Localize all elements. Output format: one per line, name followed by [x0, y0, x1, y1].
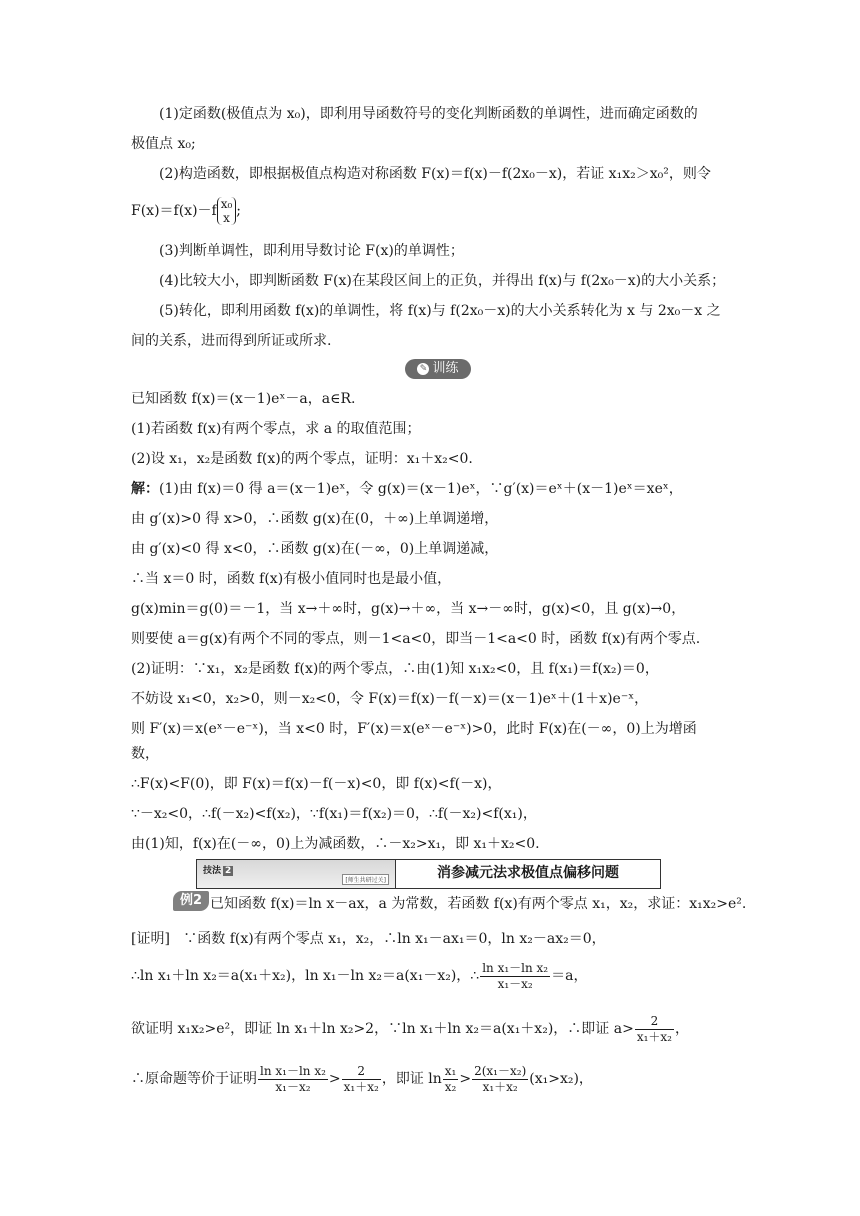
fraction-denominator: x₁＋x₂ — [482, 1079, 518, 1094]
greater-than-sign-2: > — [459, 1071, 472, 1087]
solution-line-3: 由 g′(x)<0 得 x<0，∴函数 g(x)在(－∞，0)上单调递减， — [131, 541, 499, 557]
solution-line-7: (2)证明：∵x₁，x₂是函数 f(x)的两个零点，∴由(1)知 x₁x₂<0，且 f(x₁)＝f(x₂)＝0， — [131, 661, 659, 677]
fraction-two-over-sum — [635, 1014, 674, 1045]
fraction-x1-over-x2 — [443, 1064, 459, 1095]
problem-statement: 已知函数 f(x)＝(x－1)eˣ－a，a∈R. — [131, 391, 356, 407]
solution-line-5: g(x)min＝g(0)＝－1，当 x→＋∞时，g(x)→＋∞，当 x→－∞时，g(x)<0，且 g(x)→0， — [131, 601, 686, 617]
proof-line-1 — [131, 929, 731, 949]
pen-icon: ✎ — [417, 363, 429, 375]
fraction-numerator: 2(x₁－x₂) — [474, 1063, 527, 1078]
proof-text-4: ∴原命题等价于证明 — [131, 1071, 257, 1087]
solution-line-2: 由 g′(x)>0 得 x>0，∴函数 g(x)在(0，＋∞)上单调递增， — [131, 511, 499, 527]
technique-title: 消参减元法求极值点偏移问题 — [437, 865, 619, 881]
step-2-paren-bottom: x — [223, 211, 230, 225]
solution-line-12: ∵－x₂<0，∴f(－x₂)<f(x₂)，∵f(x₁)＝f(x₂)＝0，∴f(－x₂)<f(x₁)， — [131, 806, 537, 822]
example-badge: 例2 — [173, 891, 209, 911]
step-1-line-2: 极值点 x₀; — [131, 136, 196, 152]
fraction-log-diff-2 — [258, 1064, 328, 1095]
step-1-line-1: (1)定函数(极值点为 x₀)，即利用导函数符号的变化判断函数的单调性，进而确定函数的 — [159, 106, 698, 122]
solution-line-9: 则 F′(x)＝x(eˣ－e⁻ˣ)，当 x<0 时，F′(x)＝x(eˣ－e⁻ˣ)>0，此时 F(x)在(－∞，0)上为增函 — [131, 721, 697, 737]
solution-line-11: ∴F(x)<F(0)，即 F(x)＝f(x)－f(－x)<0，即 f(x)<f(－x)， — [131, 776, 502, 792]
proof-text-4-mid: ，即证 ln — [381, 1071, 442, 1087]
solution-text-1: (1)由 f(x)＝0 得 a＝(x－1)eˣ，令 g(x)＝(x－1)eˣ，∵g′(x)＝eˣ＋(x－1)eˣ＝xeˣ， — [159, 481, 683, 497]
fraction-denominator: x₁－x₂ — [497, 976, 533, 991]
fraction-two-over-sum-2 — [342, 1064, 381, 1095]
solution-line-1 — [131, 479, 731, 499]
fraction-numerator: 2 — [342, 1064, 381, 1080]
fraction-denominator: x₁＋x₂ — [636, 1029, 672, 1044]
fraction-ratio — [472, 1064, 528, 1095]
solution-line-6: 则要使 a＝g(x)有两个不同的零点，则－1<a<0，即当－1<a<0 时，函数 f(x)有两个零点. — [131, 631, 701, 647]
solution-line-4: ∴当 x＝0 时，函数 f(x)有极小值同时也是最小值， — [131, 571, 452, 587]
step-2-line-2 — [131, 197, 731, 225]
training-label: 训练 — [432, 361, 459, 376]
fraction-log-diff — [480, 961, 550, 992]
fraction-numerator: ln x₁－ln x₂ — [260, 1063, 326, 1078]
step-5-line-2: 间的关系，进而得到所证或所求. — [131, 333, 332, 349]
fraction-numerator: 2 — [635, 1014, 674, 1030]
proof-line-4 — [131, 1061, 731, 1097]
step-2-paren-expression — [217, 197, 237, 225]
proof-line-3 — [131, 1011, 731, 1047]
fraction-denominator: x₁＋x₂ — [343, 1079, 379, 1094]
step-3: (3)判断单调性，即利用导数讨论 F(x)的单调性； — [159, 243, 464, 259]
proof-text-3-end: ， — [674, 1021, 689, 1037]
step-4: (4)比较大小，即判断函数 F(x)在某段区间上的正负，并得出 f(x)与 f(2x₀－x)的大小关系； — [159, 273, 726, 289]
solution-line-8: 不妨设 x₁<0，x₂>0，则－x₂<0，令 F(x)＝f(x)－f(－x)＝(x－1)eˣ＋(1＋x)e⁻ˣ， — [131, 691, 649, 707]
fraction-denominator: x₁－x₂ — [275, 1079, 311, 1094]
technique-tag-panel — [197, 860, 396, 888]
greater-than-sign: > — [328, 1071, 341, 1087]
fraction-numerator: ln x₁－ln x₂ — [482, 960, 549, 975]
fraction-numerator: x₁ — [444, 1063, 457, 1078]
solution-line-10: 数， — [131, 746, 159, 762]
proof-text-1: ∵函数 f(x)有两个零点 x₁，x₂，∴ln x₁－ax₁＝0，ln x₂－ax₂＝0， — [183, 931, 606, 947]
solution-line-13: 由(1)知，f(x)在(－∞，0)上为减函数，∴－x₂>x₁，即 x₁＋x₂<0. — [131, 836, 540, 852]
technique-number: 2 — [225, 866, 232, 876]
step-2-line-1: (2)构造函数，即根据极值点构造对称函数 F(x)＝f(x)－f(2x₀－x)，若证 x₁x₂＞x₀²，则令 — [159, 166, 711, 182]
step-2-formula-end: ; — [236, 203, 242, 219]
proof-line-2 — [131, 958, 731, 994]
step-2-formula-start: F(x)＝f(x)－f — [131, 203, 217, 219]
proof-text-2: ∴ln x₁＋ln x₂＝a(x₁＋x₂)，ln x₁－ln x₂＝a(x₁－x₂)，∴ — [131, 968, 480, 984]
step-5-line-1: (5)转化，即利用函数 f(x)的单调性，将 f(x)与 f(2x₀－x)的大小关系转化为 x 与 2x₀－x 之 — [159, 303, 721, 319]
technique-subtitle: [师生共研过关] — [342, 874, 389, 885]
problem-part-2: (2)设 x₁，x₂是函数 f(x)的两个零点，证明：x₁＋x₂<0. — [131, 451, 473, 467]
proof-text-4-end: (x₁>x₂)， — [529, 1071, 593, 1087]
technique-header — [196, 859, 661, 889]
proof-text-2-end: ＝a， — [551, 968, 588, 984]
technique-tag-text: 技法 — [203, 866, 222, 876]
proof-label: [证明] — [131, 931, 170, 947]
fraction-denominator: x₂ — [444, 1079, 457, 1094]
technique-tag — [203, 863, 233, 876]
problem-part-1: (1)若函数 f(x)有两个零点，求 a 的取值范围； — [131, 421, 421, 437]
solution-label: 解： — [131, 481, 159, 497]
training-badge — [405, 359, 471, 379]
step-2-paren-top: x₀ — [220, 197, 233, 211]
example-statement: 已知函数 f(x)＝ln x－ax，a 为常数，若函数 f(x)有两个零点 x₁，x₂，求证：x₁x₂>e². — [210, 896, 747, 912]
proof-text-3: 欲证明 x₁x₂>e²，即证 ln x₁＋ln x₂>2，∵ln x₁＋ln x₂＝a(x₁＋x₂)，∴即证 a> — [131, 1021, 634, 1037]
